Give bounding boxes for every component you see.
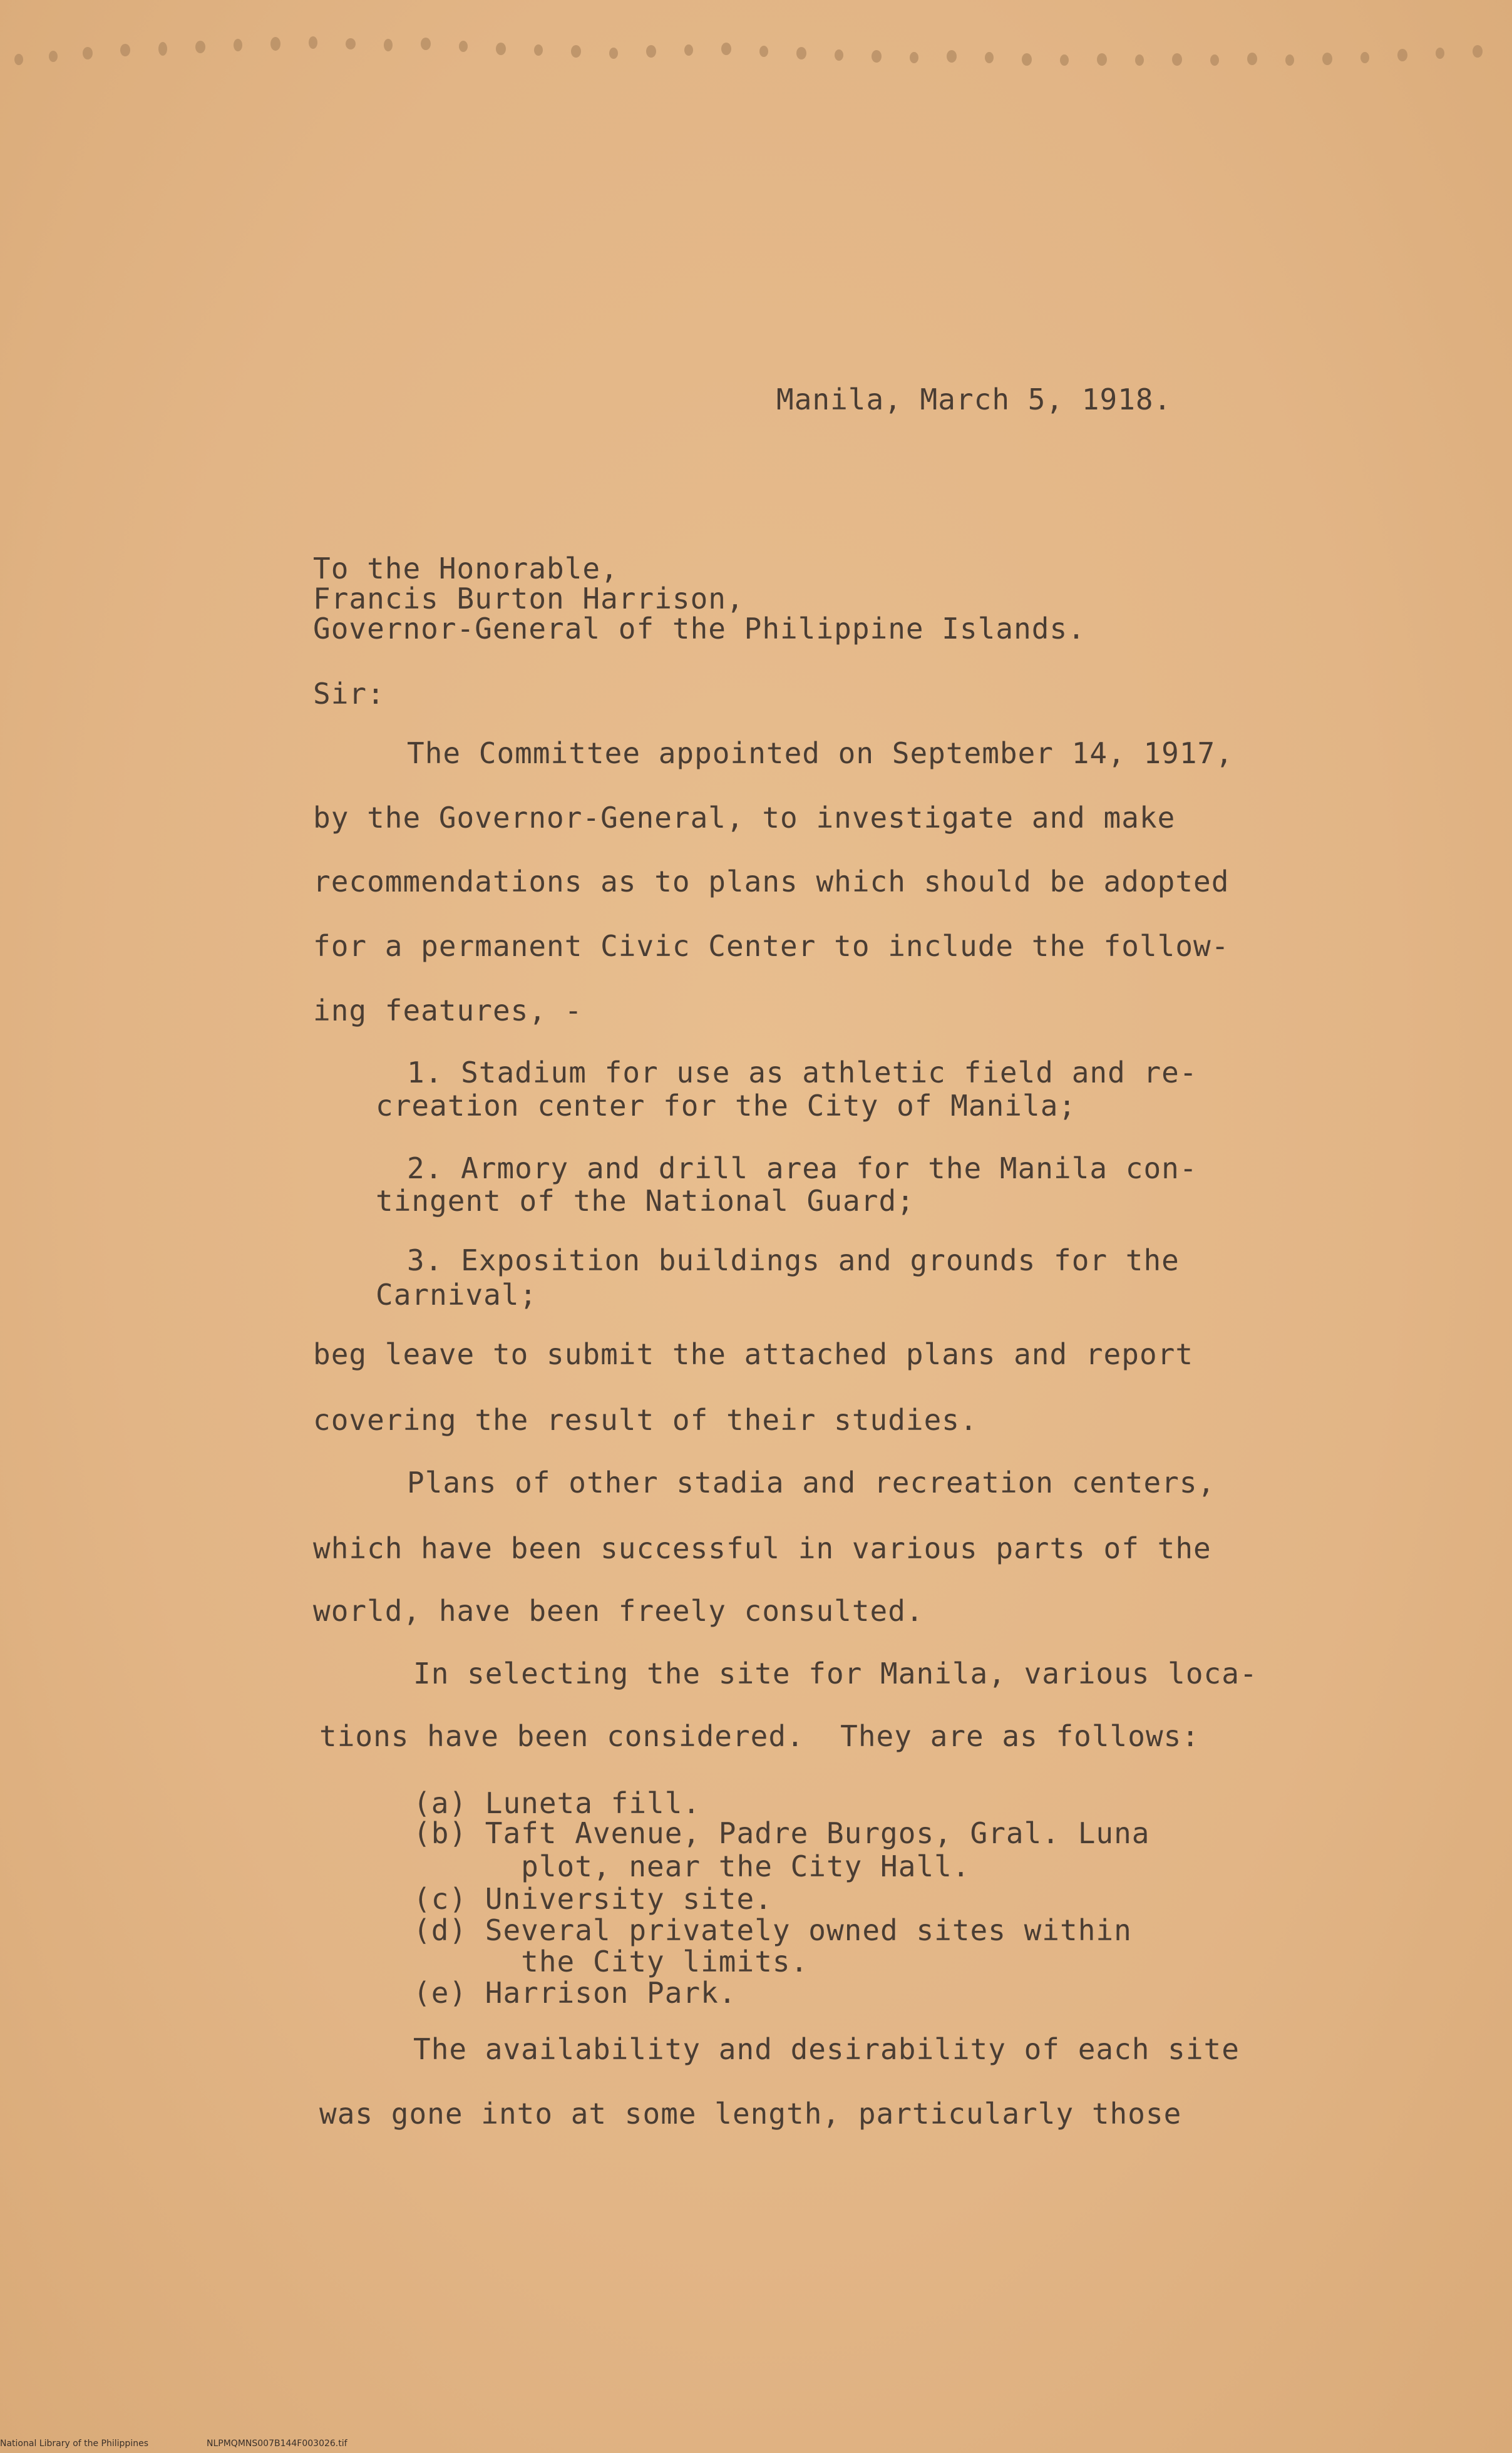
footer-library: National Library of the Philippines <box>0 2439 148 2449</box>
dateline: Manila, March 5, 1918. <box>776 383 1172 416</box>
paragraph-1-line-5: ing features, - <box>313 994 583 1027</box>
salutation: Sir: <box>313 677 385 711</box>
address-line-2: Francis Burton Harrison, <box>313 582 744 615</box>
paragraph-2-line-2: which have been successful in various parts of the <box>313 1531 1211 1565</box>
feature-1-line-1: 1. Stadium for use as athletic field and re- <box>407 1056 1198 1089</box>
paragraph-3-line-2: tions have been considered. They are as follows: <box>319 1719 1200 1753</box>
feature-3-line-1: 3. Exposition buildings and grounds for the <box>407 1243 1180 1277</box>
address-line-1: To the Honorable, <box>313 552 619 585</box>
paragraph-4-line-1: The availability and desirability of each site <box>413 2032 1240 2066</box>
feature-3-line-2: Carnival; <box>376 1278 538 1312</box>
address-line-3: Governor-General of the Philippine Islands. <box>313 612 1086 645</box>
paragraph-4-line-2: was gone into at some length, particularly those <box>319 2097 1182 2131</box>
feature-2-line-2: tingent of the National Guard; <box>376 1184 915 1218</box>
site-e: (e) Harrison Park. <box>413 1976 737 2010</box>
paragraph-1-line-1: The Committee appointed on September 14, 1917, <box>407 736 1233 770</box>
paragraph-1-line-3: recommendations as to plans which should be adopted <box>313 865 1230 898</box>
footer-file: NLPMQMNS007B144F003026.tif <box>207 2439 347 2449</box>
paragraph-3-line-1: In selecting the site for Manila, various loca- <box>413 1657 1258 1690</box>
site-b-line-2: plot, near the City Hall. <box>413 1849 970 1883</box>
paragraph-1-line-2: by the Governor-General, to investigate and make <box>313 801 1176 835</box>
paragraph-1-end-line-1: beg leave to submit the attached plans and report <box>313 1337 1194 1371</box>
feature-2-line-1: 2. Armory and drill area for the Manila con- <box>407 1151 1198 1185</box>
paragraph-1-line-4: for a permanent Civic Center to include the follow- <box>313 929 1230 963</box>
site-b-line-1: (b) Taft Avenue, Padre Burgos, Gral. Luna <box>413 1816 1150 1850</box>
site-d-line-1: (d) Several privately owned sites within <box>413 1913 1132 1947</box>
paragraph-2-line-1: Plans of other stadia and recreation centers, <box>407 1466 1216 1499</box>
site-a: (a) Luneta fill. <box>413 1786 701 1820</box>
paragraph-1-end-line-2: covering the result of their studies. <box>313 1403 978 1437</box>
paragraph-2-line-3: world, have been freely consulted. <box>313 1594 924 1628</box>
site-c: (c) University site. <box>413 1882 773 1916</box>
perforation-edge <box>0 19 1512 75</box>
site-d-line-2: the City limits. <box>413 1945 809 1978</box>
feature-1-line-2: creation center for the City of Manila; <box>376 1089 1077 1123</box>
